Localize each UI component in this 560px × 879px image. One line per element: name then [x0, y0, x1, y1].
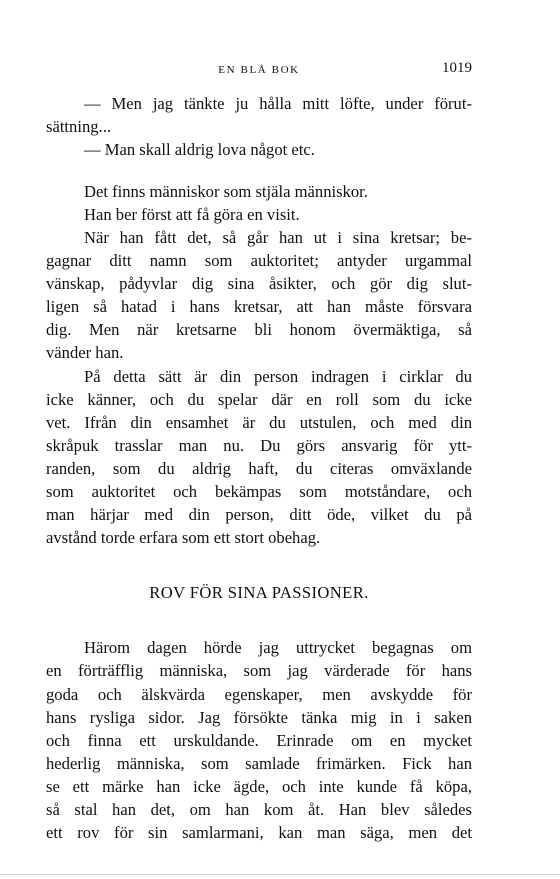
- text-line: — Men jag tänkte ju hålla mitt löfte, under förut-: [84, 94, 472, 113]
- body-text: [46, 92, 472, 844]
- paragraph-3: [46, 180, 472, 203]
- text-line: hans rysliga sidor. Jag försökte tänka mig in i saken: [46, 707, 472, 727]
- text-line: När han fått det, så går han ut i sina kretsar; be-: [84, 227, 472, 247]
- text-line: Han ber först att få göra en visit.: [84, 204, 300, 224]
- text-line: så stal han det, om han kom åt. Han blev således: [46, 800, 472, 820]
- page-edge-rule: [0, 874, 560, 875]
- paragraph-6: [46, 365, 472, 550]
- running-title: EN BLÅ BOK: [218, 64, 300, 76]
- text-line: hederlig människa, som samlade frimärken. Fick han: [46, 753, 472, 773]
- text-line: skråpuk trasslar man nu. Du görs ansvarig för ytt-: [46, 435, 472, 455]
- text-line: Härom dagen hörde jag uttrycket begagnas om: [84, 638, 472, 658]
- text-line: avstånd torde erfara som ett stort obehag.: [46, 528, 321, 548]
- text-line: som auktoritet och bekämpas som motståndare, och: [46, 482, 472, 501]
- text-line: ligen så hatad i hans kretsar, att han måste försvara: [46, 297, 472, 317]
- page-header: [46, 60, 472, 84]
- text-line: vänder han.: [46, 343, 124, 363]
- page-number: 1019: [442, 60, 472, 76]
- text-line: en förträfflig människa, som jag värderade för hans: [46, 661, 472, 681]
- paragraph-5: [46, 226, 472, 365]
- text-line: man härjar med din person, ditt öde, vilket du på: [46, 505, 472, 525]
- text-line: ett rov för sin samlarmani, kan man säga, men det: [46, 823, 472, 843]
- paragraph-7: [46, 636, 472, 844]
- text-line: gagnar ditt namn som auktoritet; antyder urgammal: [46, 251, 472, 271]
- text-line: se ett märke han icke ägde, och inte kunde få köpa,: [46, 776, 472, 796]
- text-line: dig. Men när kretsarne bli honom övermäktiga, så: [46, 320, 472, 340]
- text-line: Det finns människor som stjäla människor.: [84, 181, 368, 201]
- text-line: icke känner, och du spelar där en roll som du icke: [46, 389, 472, 409]
- text-line: — Man skall aldrig lova något etc.: [84, 140, 315, 160]
- paragraph-1: [46, 92, 472, 138]
- text-line: sättning...: [46, 117, 111, 137]
- text-line: vänskap, pådyvlar dig sina åsikter, och gör dig slut-: [46, 274, 472, 294]
- section-heading: ROV FÖR SINA PASSIONER.: [149, 583, 369, 603]
- text-line: randen, som du aldrig haft, du citeras omväxlande: [46, 458, 472, 478]
- text-line: vet. Ifrån din ensamhet är du utstulen, och med din: [46, 412, 472, 432]
- text-line: och finna ett urskuldande. Erinrade om en mycket: [46, 730, 472, 750]
- paragraph-2: [46, 138, 472, 161]
- paragraph-4: [46, 203, 472, 226]
- text-line: På detta sätt är din person indragen i cirklar du: [84, 366, 472, 386]
- text-line: goda och älskvärda egenskaper, men avskydde för: [46, 684, 472, 704]
